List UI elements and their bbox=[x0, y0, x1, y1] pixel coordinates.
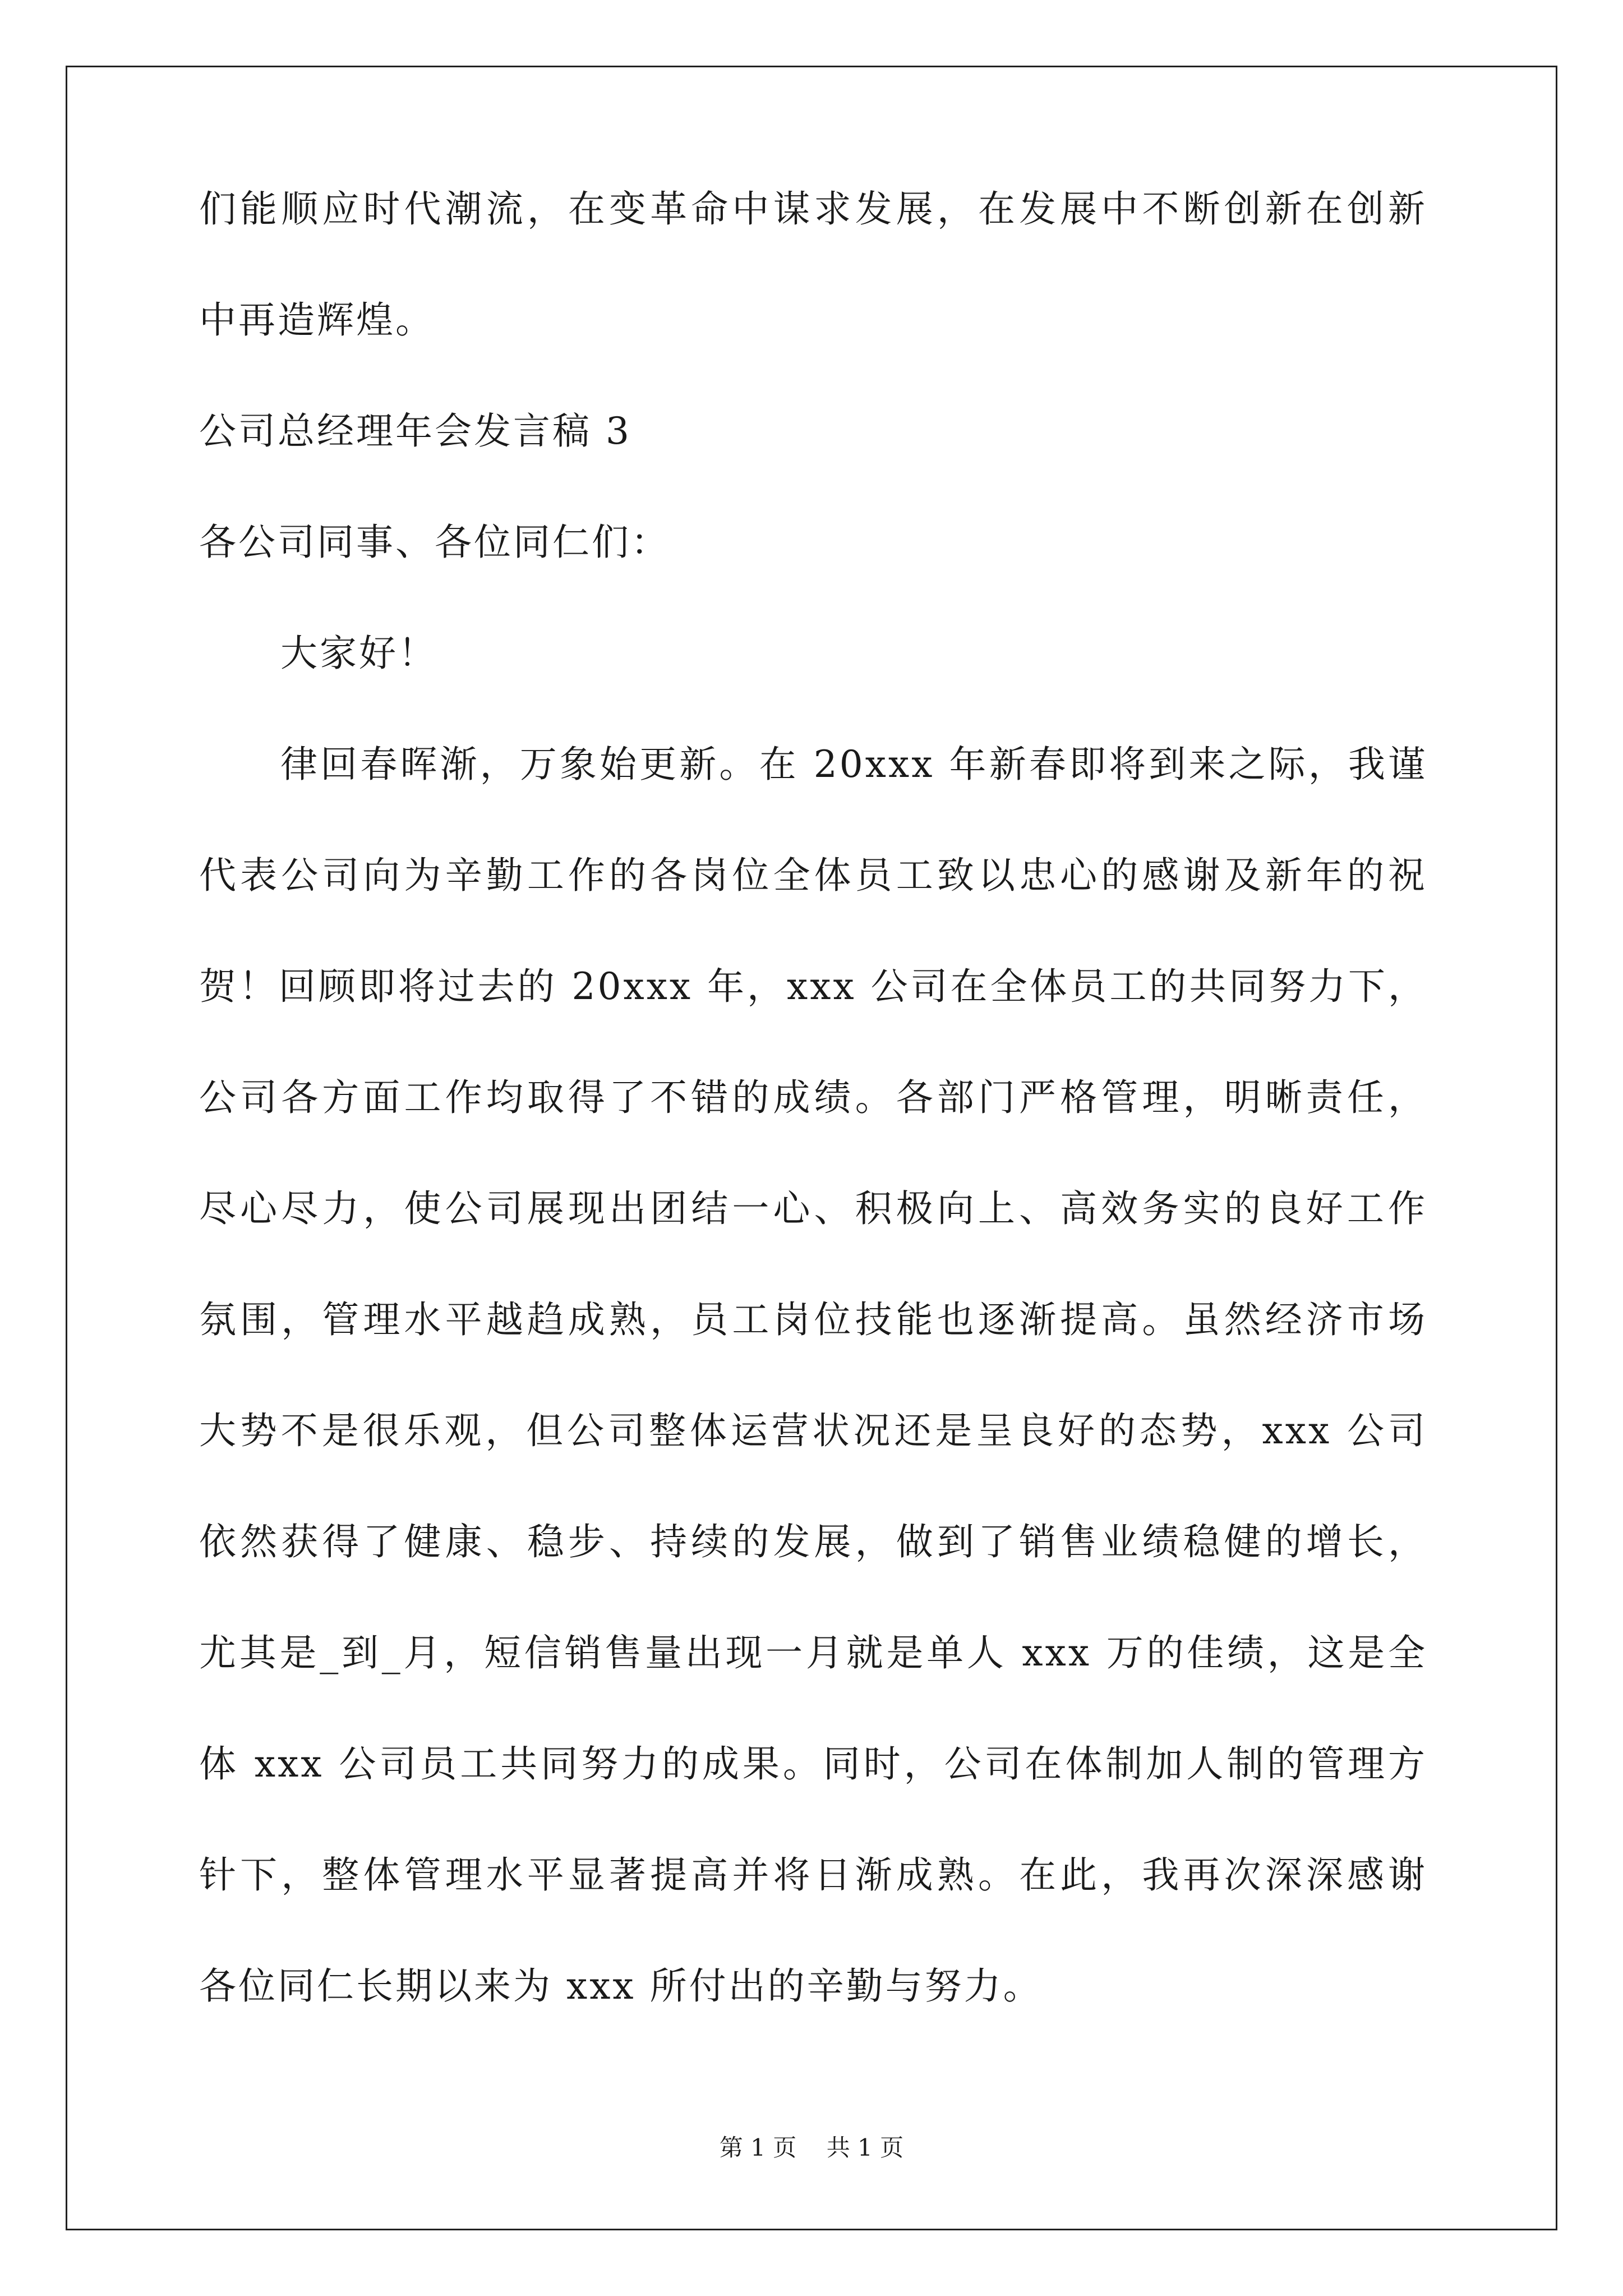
text-line: 氛围，管理水平越趋成熟，员工岗位技能也逐渐提高。虽然经济市场 bbox=[199, 1298, 1427, 1341]
text-line: 贺！回顾即将过去的 20xxx 年，xxx 公司在全体员工的共同努力下， bbox=[199, 965, 1427, 1008]
text-line: 律回春晖渐，万象始更新。在 20xxx 年新春即将到来之际，我谨 bbox=[280, 743, 1427, 786]
text-line: 依然获得了健康、稳步、持续的发展，做到了销售业绩稳健的增长， bbox=[199, 1520, 1427, 1563]
text-line: 们能顺应时代潮流，在变革命中谋求发展，在发展中不断创新在创新 bbox=[199, 187, 1427, 231]
text-line: 公司各方面工作均取得了不错的成绩。各部门严格管理，明晰责任， bbox=[199, 1076, 1427, 1119]
text-line: 大势不是很乐观，但公司整体运营状况还是呈良好的态势，xxx 公司 bbox=[199, 1409, 1427, 1452]
section-title: 公司总经理年会发言稿 3 bbox=[199, 409, 631, 453]
page-footer: 第 1 页 共 1 页 bbox=[719, 2134, 904, 2161]
text-line: 尽心尽力，使公司展现出团结一心、积极向上、高效务实的良好工作 bbox=[199, 1187, 1427, 1230]
text-line: 针下，整体管理水平显著提高并将日渐成熟。在此，我再次深深感谢 bbox=[199, 1853, 1427, 1897]
greeting: 大家好！ bbox=[280, 632, 437, 675]
document-body bbox=[199, 187, 1427, 2079]
text-line: 各位同仁长期以来为 xxx 所付出的辛勤与努力。 bbox=[199, 1964, 1043, 2008]
text-line: 中再造辉煌。 bbox=[199, 298, 435, 342]
text-line: 代表公司向为辛勤工作的各岗位全体员工致以忠心的感谢及新年的祝 bbox=[199, 854, 1427, 897]
text-line: 体 xxx 公司员工共同努力的成果。同时，公司在体制加人制的管理方 bbox=[199, 1742, 1427, 1786]
salutation: 各公司同事、各位同仁们： bbox=[199, 521, 670, 564]
text-line: 尤其是_到_月，短信销售量出现一月就是单人 xxx 万的佳绩，这是全 bbox=[199, 1631, 1427, 1674]
